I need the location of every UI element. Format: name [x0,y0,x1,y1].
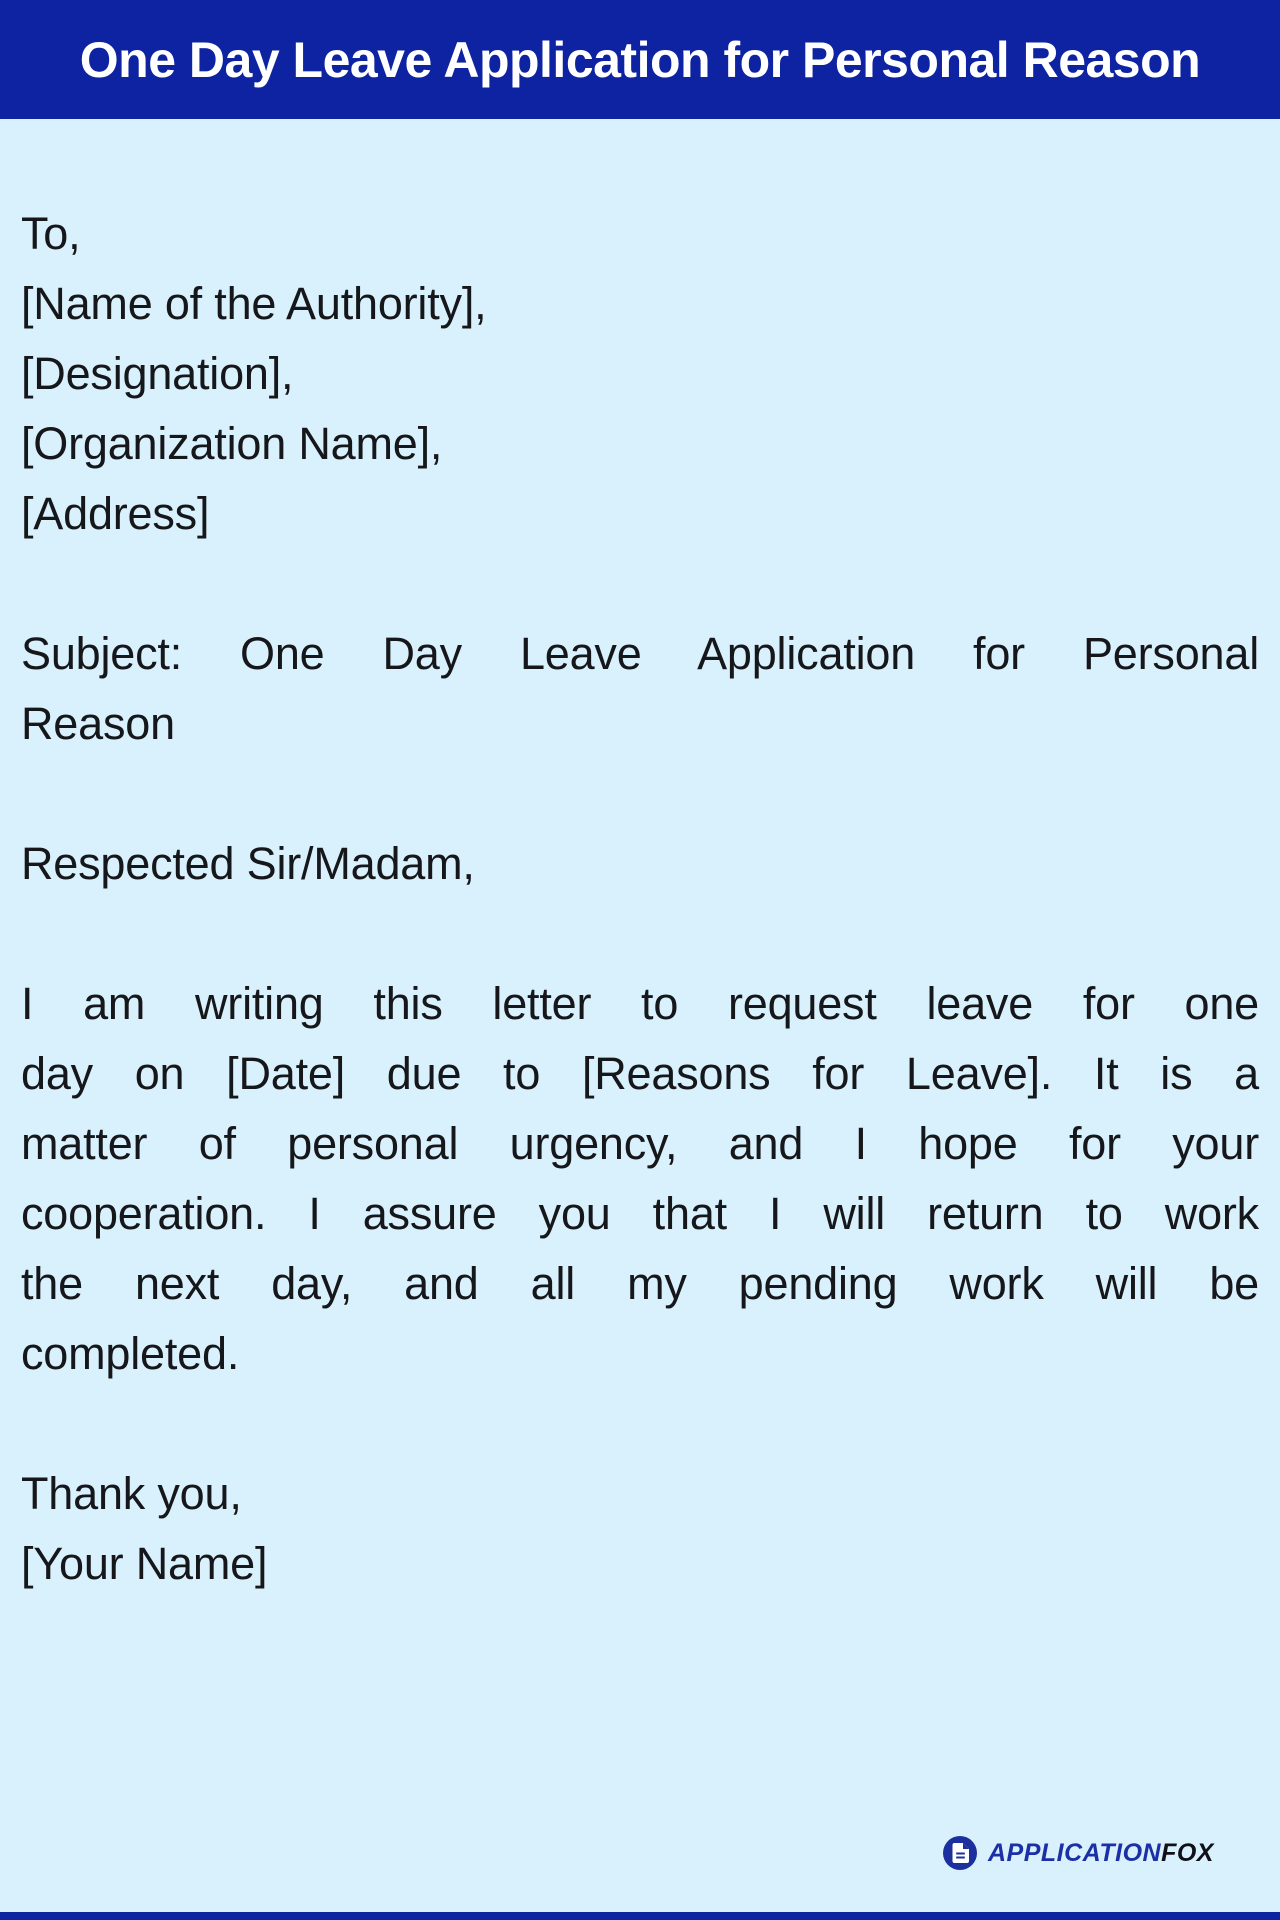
logo-text-fox: FOX [1161,1838,1214,1867]
logo-wordmark [988,1839,1214,1868]
body-line: cooperation. I assure you that I will return to work [21,1188,1259,1239]
subject-block [21,619,1259,759]
bottom-accent-bar [0,1912,1280,1920]
salutation-block [21,829,1259,899]
subject-line: Subject: One Day Leave Application for Personal [21,628,1259,679]
header-banner [0,0,1280,119]
recipient-block [21,199,1259,549]
logo-text-application: APPLICATION [988,1838,1162,1867]
recipient-line: [Name of the Authority], [21,278,487,329]
recipient-line: [Designation], [21,348,294,399]
body-line: the next day, and all my pending work will be [21,1258,1259,1309]
closing-line: [Your Name] [21,1538,268,1589]
body-paragraph [21,969,1259,1389]
salutation: Respected Sir/Madam, [21,838,475,889]
body-line: completed. [21,1328,240,1379]
recipient-line: [Address] [21,488,210,539]
document-icon [943,1836,977,1870]
letter-body [0,119,1280,1599]
closing-block [21,1459,1259,1599]
body-line: day on [Date] due to [Reasons for Leave]. It is a [21,1048,1259,1099]
body-line: I am writing this letter to request leave for one [21,978,1259,1029]
applicationfox-logo [943,1836,1214,1870]
page-title: One Day Leave Application for Personal Reason [79,31,1201,88]
closing-line: Thank you, [21,1468,242,1519]
subject-line: Reason [21,698,175,749]
body-line: matter of personal urgency, and I hope for your [21,1118,1259,1169]
recipient-line: [Organization Name], [21,418,443,469]
recipient-line: To, [21,208,81,259]
